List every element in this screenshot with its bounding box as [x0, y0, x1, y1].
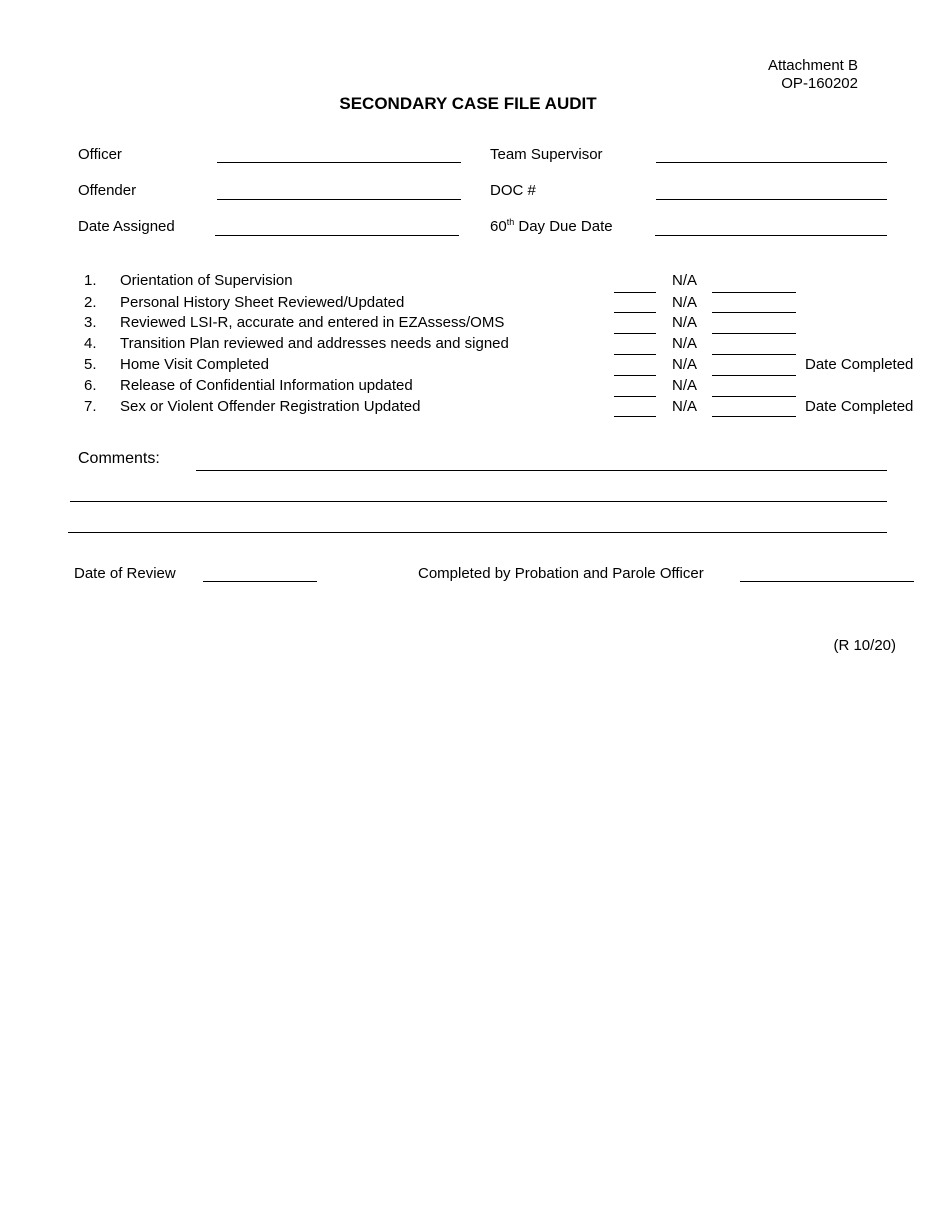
date-of-review-label: Date of Review [74, 565, 176, 582]
item-check-field[interactable] [614, 396, 656, 397]
date-completed-label: Date Completed [805, 356, 914, 373]
item-number: 5. [84, 356, 97, 373]
team-supervisor-field[interactable] [656, 162, 887, 163]
form-number: OP-160202 [781, 75, 858, 92]
item-label: Sex or Violent Offender Registration Updated [120, 398, 421, 415]
item-na-field[interactable] [712, 333, 796, 334]
date-completed-label: Date Completed [805, 398, 914, 415]
item-na-label: N/A [672, 294, 698, 311]
item-number: 3. [84, 314, 97, 331]
comments-field-line-3[interactable] [68, 532, 887, 533]
item-na-label: N/A [672, 272, 698, 289]
item-na-label: N/A [672, 335, 698, 352]
completed-by-field[interactable] [740, 581, 914, 582]
item-number: 7. [84, 398, 97, 415]
item-label: Transition Plan reviewed and addresses needs and signed [120, 335, 509, 352]
comments-field-line-1[interactable] [196, 470, 887, 471]
comments-label: Comments: [78, 450, 160, 467]
item-na-label: N/A [672, 356, 698, 373]
item-number: 1. [84, 272, 97, 289]
item-check-field[interactable] [614, 416, 656, 417]
item-check-field[interactable] [614, 333, 656, 334]
item-number: 2. [84, 294, 97, 311]
item-check-field[interactable] [614, 354, 656, 355]
item-na-field[interactable] [712, 292, 796, 293]
offender-field[interactable] [217, 199, 461, 200]
officer-field[interactable] [217, 162, 461, 163]
item-number: 4. [84, 335, 97, 352]
item-number: 6. [84, 377, 97, 394]
item-check-field[interactable] [614, 292, 656, 293]
item-label: Reviewed LSI-R, accurate and entered in EZAssess/OMS [120, 314, 505, 331]
doc-number-label: DOC # [490, 182, 536, 199]
item-label: Home Visit Completed [120, 356, 269, 373]
date-of-review-field[interactable] [203, 581, 317, 582]
item-check-field[interactable] [614, 312, 656, 313]
item-label: Release of Confidential Information updated [120, 377, 413, 394]
item-na-label: N/A [672, 314, 698, 331]
item-label: Orientation of Supervision [120, 272, 293, 289]
item-na-field[interactable] [712, 354, 796, 355]
due-date-field[interactable] [655, 235, 887, 236]
due-date-text: Day Due Date [514, 218, 613, 235]
due-date-label [490, 219, 613, 234]
due-date-ordinal: th [506, 217, 515, 227]
item-check-field[interactable] [614, 375, 656, 376]
item-label: Personal History Sheet Reviewed/Updated [120, 294, 405, 311]
item-na-field[interactable] [712, 416, 796, 417]
date-assigned-label: Date Assigned [78, 218, 175, 235]
item-na-field[interactable] [712, 375, 796, 376]
comments-field-line-2[interactable] [70, 501, 887, 502]
item-na-label: N/A [672, 398, 698, 415]
item-na-field[interactable] [712, 396, 796, 397]
date-assigned-field[interactable] [215, 235, 459, 236]
revision-label: (R 10/20) [833, 637, 896, 654]
team-supervisor-label: Team Supervisor [490, 146, 603, 163]
officer-label: Officer [78, 146, 122, 163]
page-title: SECONDARY CASE FILE AUDIT [339, 94, 597, 113]
item-na-field[interactable] [712, 312, 796, 313]
completed-by-label: Completed by Probation and Parole Officer [418, 565, 704, 582]
offender-label: Offender [78, 182, 137, 199]
due-date-number: 60 [490, 218, 507, 235]
doc-number-field[interactable] [656, 199, 887, 200]
item-na-label: N/A [672, 377, 698, 394]
attachment-label: Attachment B [767, 57, 858, 74]
